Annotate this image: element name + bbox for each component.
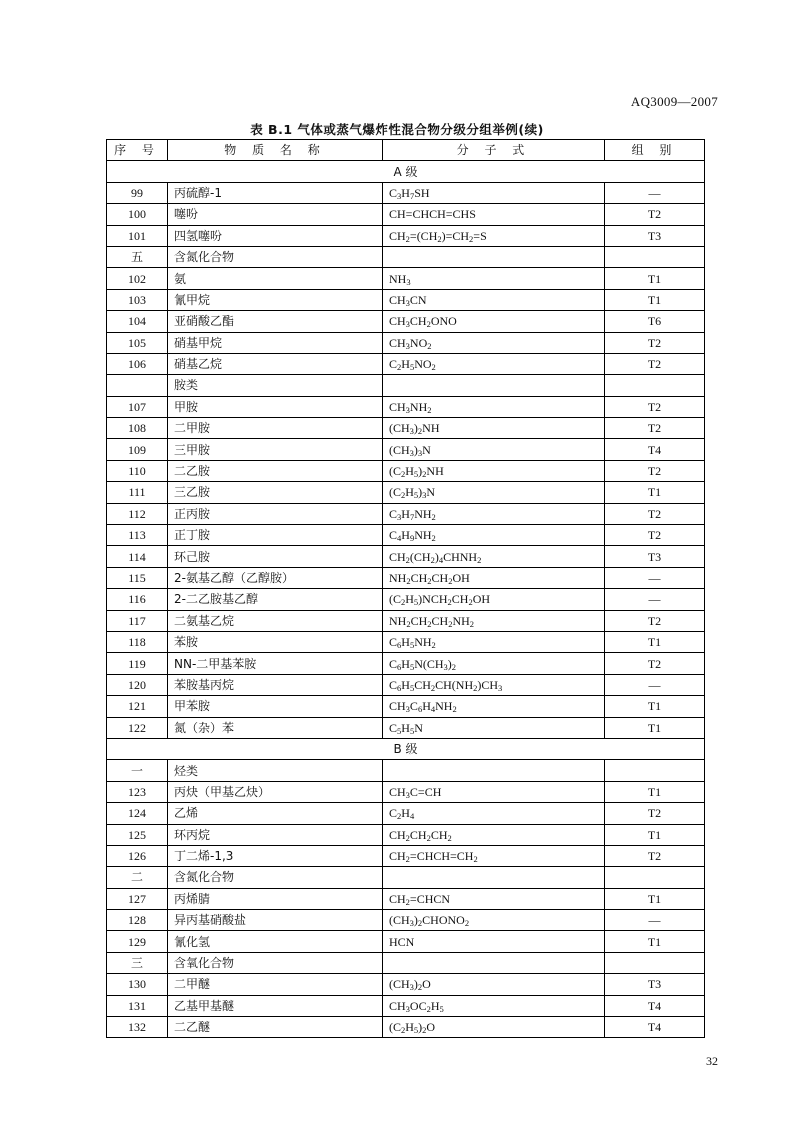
cell-formula: $CH_3NH_2$: [383, 396, 605, 417]
table-body: [107, 161, 705, 1038]
cell-formula: CH=CHCH=CHS: [383, 204, 605, 225]
cell-formula: $CH_3CN$: [383, 289, 605, 310]
cell-group: T1: [605, 781, 705, 802]
cell-no: 二: [107, 867, 168, 888]
cell-group: T1: [605, 696, 705, 717]
cell-no: [107, 375, 168, 396]
table-row: [107, 631, 705, 652]
cell-formula: $CH_2CH_2CH_2$: [383, 824, 605, 845]
cell-formula: $C_3H_7SH$: [383, 182, 605, 203]
cell-no: 127: [107, 888, 168, 909]
cell-formula: $C_5H_5N$: [383, 717, 605, 738]
cell-no: 104: [107, 311, 168, 332]
cell-no: 132: [107, 1017, 168, 1038]
cell-name: 苯胺: [168, 631, 383, 652]
section-row: [107, 738, 705, 759]
table-row: [107, 396, 705, 417]
cell-formula: $C_2H_5NO_2$: [383, 353, 605, 374]
cell-group: T1: [605, 631, 705, 652]
table-row: [107, 867, 705, 888]
section-label: B 级: [107, 738, 705, 759]
cell-no: 118: [107, 631, 168, 652]
table-row: [107, 204, 705, 225]
cell-group: T2: [605, 525, 705, 546]
cell-no: 124: [107, 803, 168, 824]
cell-no: 123: [107, 781, 168, 802]
cell-no: 130: [107, 974, 168, 995]
cell-group: T3: [605, 225, 705, 246]
cell-name: 烃类: [168, 760, 383, 781]
cell-no: 121: [107, 696, 168, 717]
cell-no: 117: [107, 610, 168, 631]
table-row: [107, 482, 705, 503]
cell-no: 三: [107, 952, 168, 973]
cell-name: 氰甲烷: [168, 289, 383, 310]
column-header-group: 组 别: [605, 140, 705, 161]
table-row: [107, 311, 705, 332]
table-row: [107, 567, 705, 588]
cell-group: T2: [605, 204, 705, 225]
cell-group: T2: [605, 610, 705, 631]
column-header-formula: 分 子 式: [383, 140, 605, 161]
cell-formula: $CH_2(CH_2)_4CHNH_2$: [383, 546, 605, 567]
cell-name: 二乙胺: [168, 460, 383, 481]
table-row: [107, 824, 705, 845]
cell-name: 丙硫醇-1: [168, 182, 383, 203]
standard-code: AQ3009—2007: [630, 94, 718, 109]
cell-group: T3: [605, 546, 705, 567]
cell-formula: $(C_2H_5)_2NH$: [383, 460, 605, 481]
cell-no: 108: [107, 418, 168, 439]
cell-no: 109: [107, 439, 168, 460]
cell-name: 2-二乙胺基乙醇: [168, 589, 383, 610]
cell-no: 122: [107, 717, 168, 738]
cell-formula: $CH_3CH_2ONO$: [383, 311, 605, 332]
cell-no: 五: [107, 246, 168, 267]
cell-name: 正丁胺: [168, 525, 383, 546]
cell-no: 110: [107, 460, 168, 481]
cell-group: T1: [605, 931, 705, 952]
section-label: A 级: [107, 161, 705, 182]
cell-formula: $C_6H_5N(CH_3)_2$: [383, 653, 605, 674]
cell-group: T2: [605, 845, 705, 866]
table-row: [107, 717, 705, 738]
table-row: [107, 974, 705, 995]
cell-name: 异丙基硝酸盐: [168, 910, 383, 931]
cell-group: [605, 375, 705, 396]
cell-name: 2-氨基乙醇（乙醇胺）: [168, 567, 383, 588]
cell-formula: $(C_2H_5)_2O$: [383, 1017, 605, 1038]
cell-name: 含氮化合物: [168, 246, 383, 267]
cell-group: T1: [605, 268, 705, 289]
table-row: [107, 696, 705, 717]
cell-name: 三甲胺: [168, 439, 383, 460]
cell-name: 苯胺基丙烷: [168, 674, 383, 695]
cell-name: 丁二烯-1,3: [168, 845, 383, 866]
cell-name: 甲胺: [168, 396, 383, 417]
column-header-no: 序 号: [107, 140, 168, 161]
table-row: [107, 653, 705, 674]
table-row: [107, 246, 705, 267]
cell-name: 环己胺: [168, 546, 383, 567]
cell-no: 107: [107, 396, 168, 417]
cell-name: 二氨基乙烷: [168, 610, 383, 631]
cell-group: T2: [605, 332, 705, 353]
table-row: [107, 332, 705, 353]
cell-name: 乙基甲基醚: [168, 995, 383, 1016]
cell-no: 128: [107, 910, 168, 931]
cell-name: 含氮化合物: [168, 867, 383, 888]
cell-no: 116: [107, 589, 168, 610]
table-row: [107, 418, 705, 439]
cell-group: T1: [605, 482, 705, 503]
table-row: [107, 525, 705, 546]
cell-no: 106: [107, 353, 168, 374]
table-row: [107, 952, 705, 973]
cell-formula: $NH_3$: [383, 268, 605, 289]
cell-formula: $CH_3C=CH$: [383, 781, 605, 802]
cell-formula: $(C_2H_5)NCH_2CH_2OH$: [383, 589, 605, 610]
table-row: [107, 546, 705, 567]
table-row: [107, 781, 705, 802]
cell-formula: $CH_3NO_2$: [383, 332, 605, 353]
cell-name: 二甲胺: [168, 418, 383, 439]
cell-formula: $C_4H_9NH_2$: [383, 525, 605, 546]
cell-name: 环丙烷: [168, 824, 383, 845]
cell-group: —: [605, 910, 705, 931]
cell-name: 二甲醚: [168, 974, 383, 995]
cell-group: T2: [605, 353, 705, 374]
cell-name: 乙烯: [168, 803, 383, 824]
cell-name: 丙烯腈: [168, 888, 383, 909]
cell-no: 126: [107, 845, 168, 866]
cell-no: 125: [107, 824, 168, 845]
cell-formula: $(C_2H_5)_3N$: [383, 482, 605, 503]
cell-formula: $CH_2=(CH_2)=CH_2=S$: [383, 225, 605, 246]
cell-formula: $C_6H_5CH_2CH(NH_2)CH_3$: [383, 674, 605, 695]
cell-group: T1: [605, 289, 705, 310]
cell-formula: $NH_2CH_2CH_2NH_2$: [383, 610, 605, 631]
table-row: [107, 460, 705, 481]
cell-name: 氨: [168, 268, 383, 289]
cell-no: 101: [107, 225, 168, 246]
cell-name: 二乙醚: [168, 1017, 383, 1038]
cell-no: 103: [107, 289, 168, 310]
cell-group: T1: [605, 824, 705, 845]
cell-formula: $(CH_3)_2CHONO_2$: [383, 910, 605, 931]
table-row: [107, 375, 705, 396]
table-row: [107, 439, 705, 460]
cell-name: 含氧化合物: [168, 952, 383, 973]
cell-no: 112: [107, 503, 168, 524]
cell-formula: $CH_3C_6H_4NH_2$: [383, 696, 605, 717]
cell-group: —: [605, 674, 705, 695]
cell-name: NN-二甲基苯胺: [168, 653, 383, 674]
cell-name: 甲苯胺: [168, 696, 383, 717]
cell-group: —: [605, 182, 705, 203]
table-row: [107, 503, 705, 524]
cell-group: T3: [605, 974, 705, 995]
cell-formula: [383, 246, 605, 267]
cell-no: 113: [107, 525, 168, 546]
classification-table: [106, 139, 705, 1038]
cell-formula: [383, 867, 605, 888]
cell-no: 111: [107, 482, 168, 503]
cell-name: 四氢噻吩: [168, 225, 383, 246]
cell-group: T1: [605, 888, 705, 909]
cell-group: T2: [605, 503, 705, 524]
cell-no: 99: [107, 182, 168, 203]
cell-formula: $(CH_3)_3N$: [383, 439, 605, 460]
section-row: [107, 161, 705, 182]
cell-no: 129: [107, 931, 168, 952]
page-number: 32: [706, 1054, 718, 1068]
cell-group: —: [605, 567, 705, 588]
cell-group: —: [605, 589, 705, 610]
cell-formula: $(CH_3)_2NH$: [383, 418, 605, 439]
cell-group: T2: [605, 396, 705, 417]
cell-no: 114: [107, 546, 168, 567]
cell-group: [605, 246, 705, 267]
cell-formula: $C_3H_7NH_2$: [383, 503, 605, 524]
cell-group: T2: [605, 653, 705, 674]
table-row: [107, 610, 705, 631]
cell-formula: $(CH_3)_2O$: [383, 974, 605, 995]
cell-no: 一: [107, 760, 168, 781]
cell-formula: [383, 760, 605, 781]
cell-group: T1: [605, 717, 705, 738]
cell-name: 硝基乙烷: [168, 353, 383, 374]
cell-no: 131: [107, 995, 168, 1016]
cell-formula: $CH_2=CHCH=CH_2$: [383, 845, 605, 866]
cell-no: 119: [107, 653, 168, 674]
table-row: [107, 589, 705, 610]
cell-formula: [383, 375, 605, 396]
column-header-name: 物 质 名 称: [168, 140, 383, 161]
table-row: [107, 845, 705, 866]
cell-group: T2: [605, 803, 705, 824]
cell-group: T2: [605, 418, 705, 439]
table-row: [107, 888, 705, 909]
cell-formula: $NH_2CH_2CH_2OH$: [383, 567, 605, 588]
table-row: [107, 289, 705, 310]
table-row: [107, 910, 705, 931]
table-header-row: [107, 140, 705, 161]
cell-no: 102: [107, 268, 168, 289]
cell-group: [605, 952, 705, 973]
cell-group: T4: [605, 995, 705, 1016]
table-row: [107, 674, 705, 695]
cell-group: T2: [605, 460, 705, 481]
table-row: [107, 760, 705, 781]
cell-group: T4: [605, 439, 705, 460]
table-row: [107, 268, 705, 289]
cell-no: 115: [107, 567, 168, 588]
cell-formula: $C_2H_4$: [383, 803, 605, 824]
table-row: [107, 931, 705, 952]
table-row: [107, 995, 705, 1016]
cell-no: 120: [107, 674, 168, 695]
cell-name: 三乙胺: [168, 482, 383, 503]
cell-formula: $CH_3OC_2H_5$: [383, 995, 605, 1016]
cell-no: 105: [107, 332, 168, 353]
cell-group: T4: [605, 1017, 705, 1038]
table-row: [107, 803, 705, 824]
cell-formula: $C_6H_5NH_2$: [383, 631, 605, 652]
cell-name: 胺类: [168, 375, 383, 396]
table-caption: 表 B.1 气体或蒸气爆炸性混合物分级分组举例(续): [250, 122, 544, 137]
cell-formula: [383, 952, 605, 973]
cell-name: 氮（杂）苯: [168, 717, 383, 738]
table-row: [107, 182, 705, 203]
cell-name: 噻吩: [168, 204, 383, 225]
table-row: [107, 353, 705, 374]
cell-formula: $CH_2=CHCN$: [383, 888, 605, 909]
cell-name: 硝基甲烷: [168, 332, 383, 353]
cell-no: 100: [107, 204, 168, 225]
cell-name: 氰化氢: [168, 931, 383, 952]
cell-name: 丙炔（甲基乙炔）: [168, 781, 383, 802]
table-row: [107, 225, 705, 246]
cell-group: [605, 867, 705, 888]
cell-name: 亚硝酸乙酯: [168, 311, 383, 332]
cell-group: [605, 760, 705, 781]
cell-name: 正丙胺: [168, 503, 383, 524]
cell-formula: HCN: [383, 931, 605, 952]
cell-group: T6: [605, 311, 705, 332]
table-row: [107, 1017, 705, 1038]
